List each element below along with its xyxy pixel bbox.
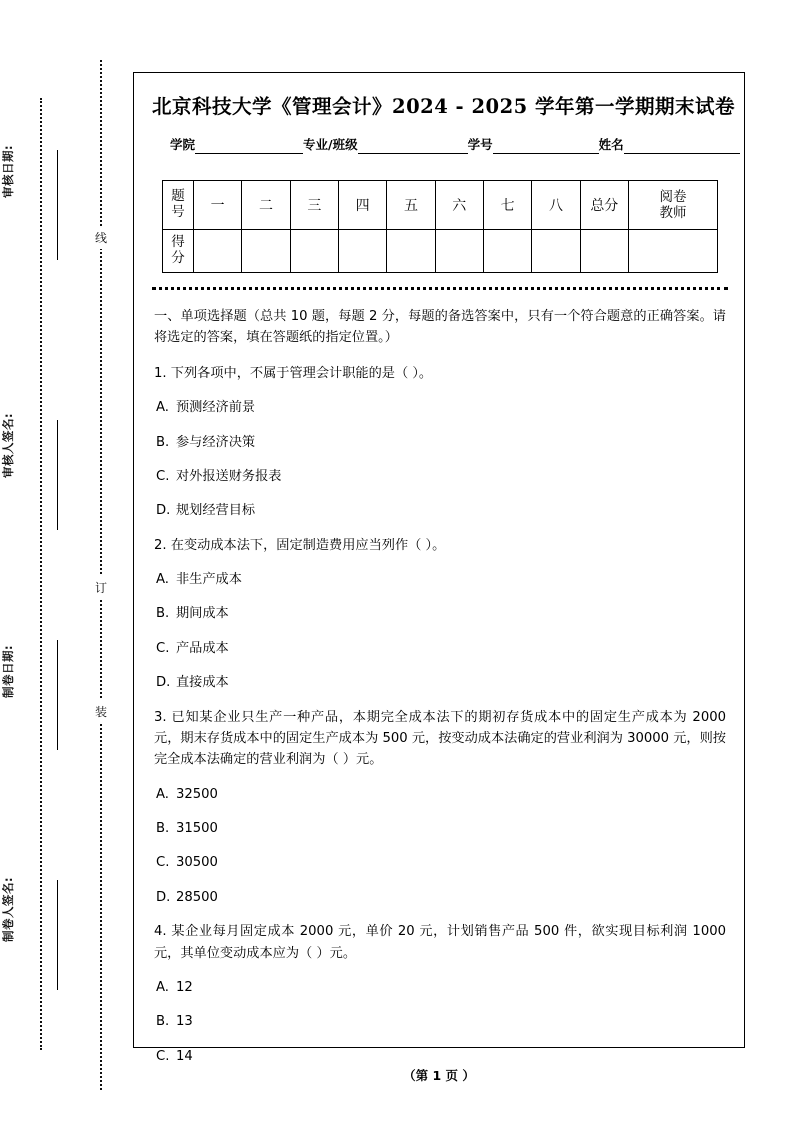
margin-label-review-date: 审核日期:: [1, 144, 15, 198]
question-1-option-a-text: 预测经济前景: [176, 400, 256, 416]
question-3-option-c[interactable]: [154, 852, 726, 873]
question-1-option-a-key: A.: [156, 400, 169, 416]
question-2-option-a[interactable]: [154, 569, 726, 590]
field-student-id-label: 学号: [467, 137, 493, 152]
table-row-scores: [163, 230, 718, 273]
score-col-7: 七: [483, 181, 531, 230]
question-body: [152, 306, 728, 1067]
page-title: 北京科技大学《管理会计》2024 - 2025 学年第一学期期末试卷: [152, 95, 736, 118]
score-cell-8[interactable]: [532, 230, 580, 273]
exam-sheet-border: [133, 72, 745, 1064]
margin-label-reviewer-signature: 审核人签名:: [1, 412, 15, 478]
question-4-option-c-key: C.: [156, 1048, 170, 1064]
field-student-id-blank[interactable]: [493, 139, 599, 154]
score-col-5: 五: [387, 181, 435, 230]
margin-dotted-rail-outer: [40, 98, 42, 1050]
question-3-option-d-text: 28500: [176, 889, 218, 905]
binding-char-zhuang: 装: [92, 700, 110, 723]
field-college-blank[interactable]: [195, 139, 303, 154]
question-3-option-b-key: B.: [156, 821, 170, 836]
question-4-option-b[interactable]: [154, 1011, 726, 1032]
question-2-option-b-key: B.: [156, 606, 170, 622]
margin-rule-1: [57, 150, 58, 260]
question-4-option-b-text: 13: [176, 1014, 193, 1030]
question-2-option-a-text: 非生产成本: [176, 572, 242, 587]
margin-label-maker-signature: 制卷人签名:: [1, 876, 15, 942]
question-3-option-c-key: C.: [156, 855, 170, 871]
question-1-option-c-text: 对外报送财务报表: [176, 468, 282, 484]
question-2-option-b[interactable]: [154, 603, 726, 624]
question-3-option-a-text: 32500: [176, 786, 218, 802]
rowhead-question-top: 题: [171, 188, 185, 205]
question-3-option-b[interactable]: [154, 818, 726, 839]
binding-char-ding: 订: [92, 576, 110, 599]
score-col-8: 八: [532, 181, 580, 230]
field-major-class-blank[interactable]: [358, 139, 468, 154]
score-cell-4[interactable]: [338, 230, 386, 273]
question-2-option-d[interactable]: [154, 672, 726, 693]
score-col-3: 三: [290, 181, 338, 230]
grader-label-bottom: 教师: [659, 205, 687, 221]
score-cell-grader[interactable]: [629, 230, 718, 273]
rowhead-score-top: 得: [171, 234, 185, 251]
question-1-option-b-key: B.: [156, 434, 170, 450]
question-3-option-d-key: D.: [156, 889, 171, 905]
field-name-blank[interactable]: [624, 139, 740, 154]
question-1-option-a[interactable]: [154, 397, 726, 418]
score-col-2: 二: [242, 181, 290, 230]
question-stem-3: 3. 已知某企业只生产一种产品，本期完全成本法下的期初存货成本中的固定生产成本为 2000 元，期末存货成本中的固定生产成本为 500 元，按变动成本法确定的营业利润为 30000 元，则按完全成本法确定的营业利润为（ ）元。: [154, 709, 726, 768]
student-identity-fields: [152, 135, 728, 154]
question-stem-1: 1. 下列各项中，不属于管理会计职能的是（ ）。: [154, 365, 433, 381]
score-col-6: 六: [435, 181, 483, 230]
grader-label-top: 阅卷: [659, 188, 687, 205]
score-col-total: 总分: [580, 181, 628, 230]
question-3-option-c-text: 30500: [176, 855, 218, 871]
table-row-question-numbers: [163, 181, 718, 230]
question-4-option-c-text: 14: [176, 1048, 193, 1064]
question-4-option-a[interactable]: [154, 977, 726, 998]
question-1-option-b-text: 参与经济决策: [176, 434, 256, 450]
question-3-option-a[interactable]: [154, 784, 726, 805]
binding-char-xian: 线: [92, 226, 110, 249]
margin-dotted-rail-inner: [100, 60, 102, 1090]
question-2-option-a-key: A.: [156, 572, 169, 587]
page-footer: （第 1 页 ）: [403, 1068, 475, 1083]
field-college[interactable]: [170, 135, 303, 154]
score-col-4: 四: [338, 181, 386, 230]
question-4-option-b-key: B.: [156, 1014, 170, 1030]
score-table-rowhead-question: [163, 181, 194, 230]
section-separator: [152, 287, 728, 290]
score-cell-6[interactable]: [435, 230, 483, 273]
rowhead-score-bottom: 分: [171, 250, 185, 266]
question-stem-2: 2. 在变动成本法下，固定制造费用应当列作（ ）。: [154, 537, 446, 553]
question-2-option-c-key: C.: [156, 640, 170, 656]
question-3-option-d[interactable]: [154, 887, 726, 908]
field-major-class-label: 专业/班级: [303, 137, 358, 152]
score-cell-5[interactable]: [387, 230, 435, 273]
question-2-option-c[interactable]: [154, 638, 726, 659]
question-2-option-d-text: 直接成本: [176, 675, 229, 691]
field-college-label: 学院: [170, 137, 196, 152]
score-cell-1[interactable]: [194, 230, 242, 273]
question-3-option-b-text: 31500: [176, 821, 218, 836]
margin-rule-4: [57, 880, 58, 990]
question-1-option-d-text: 规划经营目标: [176, 503, 256, 519]
question-1-option-c-key: C.: [156, 468, 170, 484]
question-2-option-c-text: 产品成本: [176, 640, 229, 656]
score-table-rowhead-score: [163, 230, 194, 273]
score-cell-total[interactable]: [580, 230, 628, 273]
margin-label-make-date: 制卷日期:: [1, 644, 15, 698]
margin-rule-3: [57, 640, 58, 750]
question-3-option-a-key: A.: [156, 786, 169, 802]
question-2-option-b-text: 期间成本: [176, 606, 229, 622]
question-4-option-c[interactable]: [154, 1046, 726, 1067]
field-major-class[interactable]: [303, 135, 468, 154]
score-cell-3[interactable]: [290, 230, 338, 273]
question-4-option-a-key: A.: [156, 979, 169, 995]
question-4-option-a-text: 12: [176, 979, 193, 995]
margin-rule-2: [57, 420, 58, 530]
exam-sheet-content: [152, 81, 736, 1080]
field-name[interactable]: [599, 135, 740, 154]
question-stem-4: 4. 某企业每月固定成本 2000 元，单价 20 元，计划销售产品 500 件，欲实现目标利润 1000 元，其单位变动成本应为（ ）元。: [154, 924, 726, 961]
question-2-option-d-key: D.: [156, 675, 171, 691]
question-1-option-d[interactable]: [154, 500, 726, 521]
score-col-grader: [629, 181, 718, 230]
field-student-id[interactable]: [468, 135, 599, 154]
score-col-1: 一: [194, 181, 242, 230]
question-1-option-b[interactable]: [154, 432, 726, 453]
field-name-label: 姓名: [598, 137, 624, 152]
section-heading-multiple-choice: 一、单项选择题（总共 10 题，每题 2 分，每题的备选答案中，只有一个符合题意的正确答案。请将选定的答案，填在答题纸的指定位置。）: [154, 309, 726, 346]
question-1-option-d-key: D.: [156, 503, 171, 519]
score-cell-7[interactable]: [483, 230, 531, 273]
score-table: [162, 180, 718, 273]
question-1-option-c[interactable]: [154, 466, 726, 487]
rowhead-question-bottom: 号: [171, 204, 185, 220]
score-cell-2[interactable]: [242, 230, 290, 273]
